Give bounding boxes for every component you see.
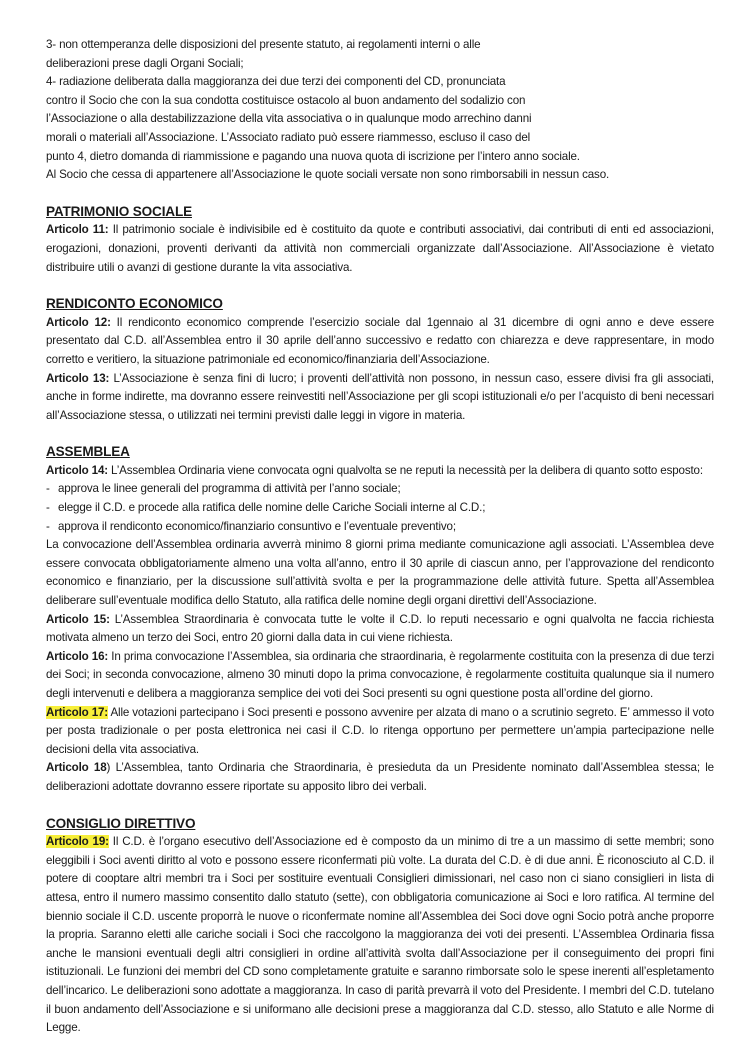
- list-item-text: approva il rendiconto economico/finanziario consuntivo e l’eventuale preventivo;: [58, 519, 456, 533]
- article-12: [46, 314, 714, 370]
- intro-line: morali o materiali all’Associazione. L’Associato radiato può essere riammesso, escluso il caso del: [46, 130, 531, 144]
- article-label: Articolo 13:: [46, 371, 110, 385]
- article-text: L’Associazione è senza fini di lucro; i proventi dell’attività non possono, in nessun caso, essere divisi fra gli associati, anche in forme indirette, ma dovranno essere reinvestiti nell’Associazione per gli scopi istituzionali e/o per l’acquisto di beni necessari all’Associazione stessa, o utilizzati nei termini previsti dalle leggi in vigore in materia.: [46, 371, 714, 422]
- intro-line: punto 4, dietro domanda di riammissione e pagando una nuova quota di iscrizione per l’intero anno sociale.: [46, 149, 580, 163]
- intro-line: Al Socio che cessa di appartenere all’Associazione le quote sociali versate non sono rimborsabili in nessun caso.: [46, 168, 610, 182]
- article-14-convocation: La convocazione dell’Assemblea ordinaria avverrà minimo 8 giorni prima mediante comunicazione agli associati. L’Assemblea deve essere convocata obbligatoriamente almeno una volta all’anno, entro il 30 aprile di ciascun anno, per l’approvazione del rendiconto economico e finanziario, per la discussione sull’attività svolta e per la programmazione delle attività future. Spetta all’Assemblea deliberare sull’eventuale modifica dello Statuto, alla ratifica delle nomine degli organi direttivi dell’Associazione.: [46, 538, 714, 608]
- article-label: Articolo 12:: [46, 315, 111, 329]
- list-item-text: elegge il C.D. e procede alla ratifica delle nomine delle Cariche Sociali interne al C.D.;: [58, 501, 486, 515]
- article-text: ) L’Assemblea, tanto Ordinaria che Straordinaria, è presieduta da un Presidente nominato dall’Assemblea stessa; le deliberazioni adottate dovranno essere riportate su apposito libro dei verbali.: [46, 761, 714, 793]
- article-11: [46, 221, 714, 277]
- list-item: - approva le linee generali del programma di attività per l’anno sociale;: [46, 482, 401, 496]
- article-label-highlighted: Articolo 17:: [46, 705, 108, 719]
- article-text: Il patrimonio sociale è indivisibile ed è costituito da quote e contributi associativi, dai contributi di enti ed associazioni, erogazioni, donazioni, proventi derivanti da attività non commerciali organizzate dall’Associazione. All’Associazione è vietato distribuire utili o avanzi di gestione durante la vita associativa.: [46, 223, 714, 274]
- intro-block: [46, 36, 714, 185]
- list-item: - elegge il C.D. e procede alla ratifica delle nomine delle Cariche Sociali interne al C.D.;: [46, 501, 486, 515]
- section-assemblea: [46, 443, 714, 796]
- article-label: Articolo 18: [46, 761, 107, 775]
- list-item-text: approva le linee generali del programma di attività per l’anno sociale;: [58, 482, 401, 496]
- article-19: [46, 833, 714, 1038]
- article-13: [46, 370, 714, 426]
- article-text: L’Assemblea Straordinaria è convocata tutte le volte il C.D. lo reputi necessario e ogni qualvolta ne faccia richiesta motivata almeno un terzo dei Soci, entro 20 giorni dalla data in cui viene richiesta.: [46, 612, 714, 645]
- document-page: [46, 36, 714, 1038]
- list-item: - approva il rendiconto economico/finanziario consuntivo e l’eventuale preventivo;: [46, 519, 456, 533]
- section-heading: CONSIGLIO DIRETTIVO: [46, 815, 196, 831]
- article-text: In prima convocazione l’Assemblea, sia ordinaria che straordinaria, è regolarmente costituita con la presenza di due terzi dei Soci; in seconda convocazione, almeno 30 minuti dopo la prima convocazione, è regolarmente costituita qualunque sia il numero degli intervenuti e delibera a maggioranza semplice dei voti dei Soci presenti su ogni questione posta all’ordine del giorno.: [46, 649, 714, 700]
- article-label: Articolo 11:: [46, 223, 109, 237]
- article-17: [46, 704, 714, 760]
- section-consiglio-direttivo: [46, 815, 714, 1038]
- section-heading: RENDICONTO ECONOMICO: [46, 296, 223, 312]
- section-heading: ASSEMBLEA: [46, 444, 130, 460]
- intro-line: 4- radiazione deliberata dalla maggioranza dei due terzi dei componenti del CD, pronunciata: [46, 75, 506, 89]
- section-patrimonio-sociale: [46, 203, 714, 277]
- article-text: Alle votazioni partecipano i Soci presenti e possono avvenire per alzata di mano o a scrutinio segreto. E’ ammesso il voto per posta tradizionale o per posta elettronica nei casi il C.D. lo ritenga opportuno per permettere un’ampia partecipazione nelle decisioni della vita associativa.: [46, 705, 714, 756]
- intro-line: 3- non ottemperanza delle disposizioni del presente statuto, ai regolamenti interni o alle: [46, 38, 481, 51]
- section-heading: PATRIMONIO SOCIALE: [46, 203, 192, 219]
- article-14: [46, 462, 714, 481]
- article-label: Articolo 14:: [46, 463, 108, 477]
- intro-line: deliberazioni prese dagli Organi Sociali;: [46, 56, 244, 70]
- article-label: Articolo 15:: [46, 612, 110, 626]
- article-18: [46, 759, 714, 796]
- intro-line: l’Associazione o alla destabilizzazione della vita associativa o in qualunque modo arrechino danni: [46, 112, 532, 126]
- article-text: Il C.D. è l’organo esecutivo dell’Associazione ed è composto da un minimo di tre a un massimo di sette membri; sono eleggibili i Soci aventi diritto al voto e possono essere riconfermati più volte. La durata del C.D. è di due anni. È riconosciuto al C.D. il potere di cooptare altri membri tra i Soci per sostituire eventuali Consiglieri dimissionari, nel caso non ci siano consiglieri in lista di attesa, entro il numero massimo consentito dallo statuto (sette), con obbligatoria comunicazione ai Soci e loro ratifica. Al termine del biennio sociale il C.D. uscente proporrà le nuove o riconfermate nomine all’Assemblea dei Soci dove ogni Socio potrà anche proporre la propria. Saranno eletti alle cariche sociali i Soci che raccolgono la maggioranza dei voti dei presenti. L’Assemblea Ordinaria fissa anche le mansioni eventuali degli altri consiglieri in ordine all’attività svolta dall’Associazione per il conseguimento dei propri fini istituzionali. Le funzioni dei membri del CD sono completamente gratuite e saranno rimborsate solo le spese inerenti all’espletamento dell’incarico. Le deliberazioni sono adottate a maggioranza. In caso di parità prevarrà il voto del Presidente. I membri del C.D. tutelano il buon andamento dell’Associazione e si uniformano alle decisioni prese a maggioranza dal C.D. stesso, allo Statuto e alle Norme di Legge.: [46, 835, 714, 1035]
- article-16: [46, 648, 714, 704]
- section-rendiconto-economico: [46, 295, 714, 425]
- intro-line: contro il Socio che con la sua condotta costituisce ostacolo al buon andamento del sodalizio con: [46, 93, 526, 107]
- article-text: L’Assemblea Ordinaria viene convocata ogni qualvolta se ne reputi la necessità per la delibera di quanto sotto esposto:: [107, 463, 703, 477]
- article-label-highlighted: Articolo 19:: [46, 835, 109, 849]
- article-label: Articolo 16:: [46, 649, 109, 663]
- article-15: [46, 611, 714, 648]
- article-text: Il rendiconto economico comprende l’esercizio sociale dal 1gennaio al 31 dicembre di ogni anno e deve essere presentato dal C.D. all’Assemblea entro il 30 aprile dell’anno successivo e redatto con chiarezza e deve rappresentare, in modo corretto e veritiero, la situazione patrimoniale ed economico/finanziaria dell’Associazione.: [46, 315, 714, 366]
